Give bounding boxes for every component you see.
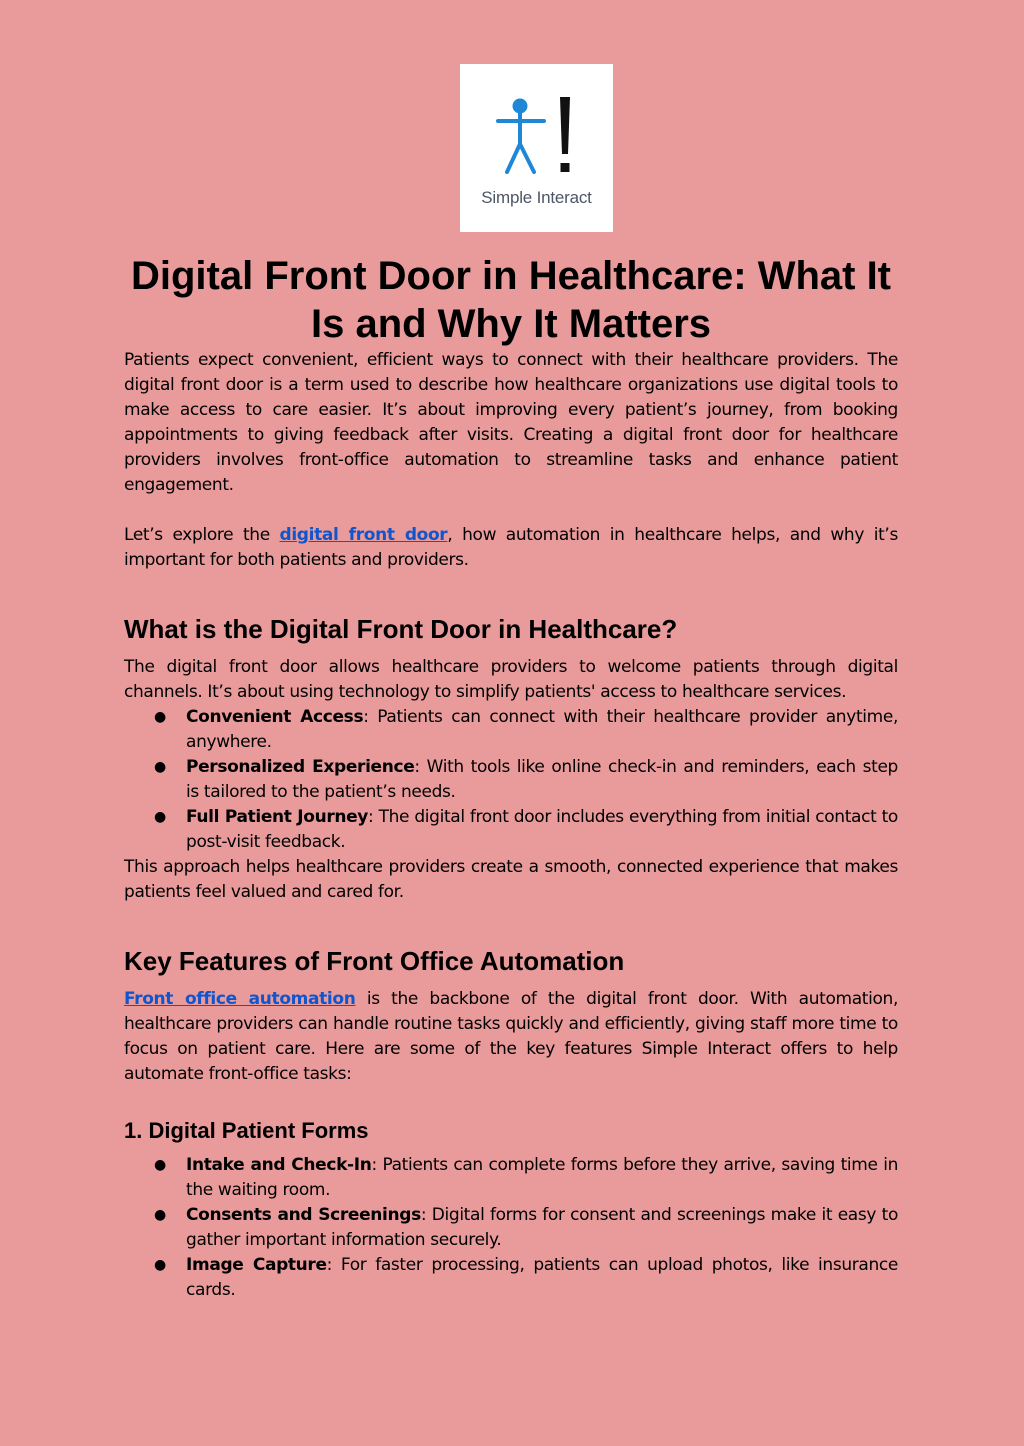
section2-paragraph: Front office automation is the backbone of the digital front door. With automation, healthcare providers can handle routine tasks quickly and efficiently, giving staff more time to focus on patient care. Here are some of the key features Simple Interact offers to help automate front-office tasks: [124, 989, 899, 1084]
intro-paragraph: Patients expect convenient, efficient ways to connect with their healthcare providers. The digital front door is a term used to describe how healthcare organizations use digital tools to make access to care easier. It’s about improving every patient’s journey, from booking appointments to giving feedback after visits. Creating a digital front door for healthcare providers involves front-office automation to streamline tasks and enhance patient engagement. [124, 350, 898, 495]
list-item: ● Image Capture: For faster processing, patients can upload photos, like insurance cards. [154, 1255, 898, 1300]
bullet-icon: ● [154, 759, 166, 775]
section-heading-front-office-automation: Key Features of Front Office Automation [124, 946, 625, 976]
list-item: ● Convenient Access: Patients can connect with their healthcare provider anytime, anywhere. [154, 707, 899, 752]
section-heading-digital-front-door: What is the Digital Front Door in Healthcare? [124, 614, 678, 644]
bullet-icon: ● [154, 1157, 166, 1173]
list-item: ● Consents and Screenings: Digital forms for consent and screenings make it easy to gather important information securely. [154, 1205, 898, 1250]
list-item: ● Personalized Experience: With tools like online check-in and reminders, each step is tailored to the patient’s needs. [154, 757, 899, 802]
bullet-icon: ● [154, 1257, 166, 1273]
article-body [124, 252, 898, 1303]
section1-bullet-list [124, 705, 898, 855]
logo [460, 64, 613, 232]
subsection1-bullet-list [124, 1153, 898, 1303]
bullet-icon: ● [154, 1207, 166, 1223]
bullet-icon: ● [154, 709, 166, 725]
section1-outro: This approach helps healthcare providers create a smooth, connected experience that makes patients feel valued and cared for. [124, 857, 898, 902]
front-office-automation-link[interactable]: Front office automation [124, 989, 356, 1009]
list-item: ● Full Patient Journey: The digital front door includes everything from initial contact to post-visit feedback. [154, 807, 898, 852]
logo-text: Simple Interact [481, 188, 592, 207]
subsection-heading-digital-patient-forms: 1. Digital Patient Forms [124, 1118, 369, 1143]
section1-intro: The digital front door allows healthcare providers to welcome patients through digital channels. It’s about using technology to simplify patients' access to healthcare services. [124, 657, 898, 702]
list-item: ● Intake and Check-In: Patients can complete forms before they arrive, saving time in the waiting room. [154, 1155, 899, 1200]
bullet-icon: ● [154, 809, 166, 825]
stick-figure-exclamation-icon [460, 64, 613, 194]
digital-front-door-link[interactable]: digital front door [279, 525, 448, 545]
page-title: Digital Front Door in Healthcare: What It Is and Why It Matters [130, 254, 892, 346]
intro-paragraph-2: Let’s explore the digital front door, how automation in healthcare helps, and why it’s important for both patients and providers. [124, 525, 898, 570]
